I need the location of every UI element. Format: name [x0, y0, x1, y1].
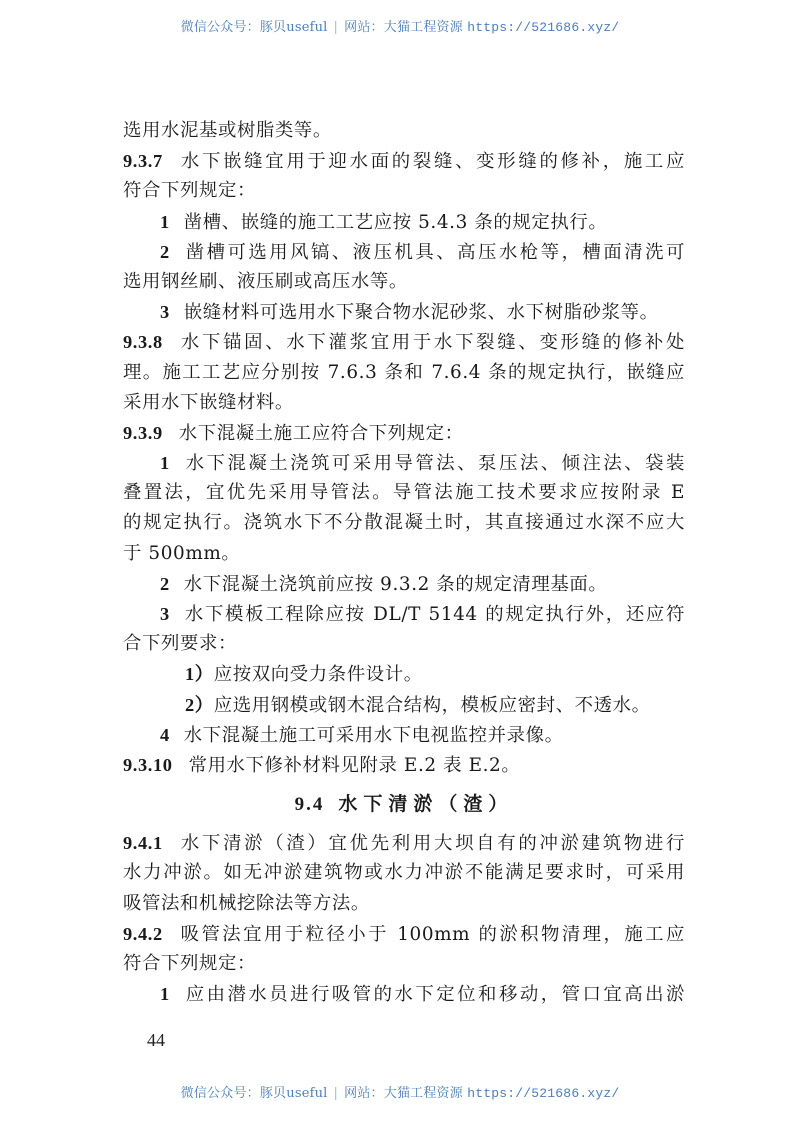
document-body	[123, 116, 685, 1009]
item-text: 水下混凝土施工可采用水下电视监控并录像。	[183, 724, 564, 746]
item-number: 3	[160, 604, 170, 624]
item-9-3-9-2	[123, 569, 685, 599]
item-9-3-7-2	[123, 237, 685, 267]
watermark-site: 网站：大猫工程资源	[344, 1086, 463, 1101]
clause-number: 9.3.7	[123, 151, 163, 172]
clause-9-4-2	[123, 919, 685, 949]
item-number: 4	[160, 724, 170, 745]
clause-text: 水下嵌缝宜用于迎水面的裂缝、变形缝的修补，施工应	[178, 151, 685, 173]
item-9-3-9-1	[123, 448, 685, 478]
item-number: 1	[160, 453, 170, 474]
watermark-wechat: 微信公众号：豚贝useful	[180, 20, 328, 35]
clause-text: 水下清淤（渣）宜优先利用大坝自有的冲淤建筑物进行	[178, 833, 685, 855]
clause-text: 水下混凝土施工应符合下列规定：	[178, 422, 464, 444]
subitem-text: 应选用钢模或钢木混合结构，模板应密封、不透水。	[213, 694, 651, 716]
text-line: 理。施工工艺应分别按 7.6.3 条和 7.6.4 条的规定执行，嵌缝应	[123, 361, 685, 383]
clause-9-3-8	[123, 327, 685, 357]
clause-number: 9.3.10	[123, 754, 173, 775]
text-line: 符合下列规定：	[123, 180, 256, 202]
item-text: 嵌缝材料可选用水下聚合物水泥砂浆、水下树脂砂浆等。	[183, 302, 659, 324]
item-number: 2	[160, 573, 170, 594]
item-9-3-7-3	[123, 297, 685, 327]
clause-9-4-1	[123, 828, 685, 858]
watermark-top	[0, 16, 800, 35]
item-text: 水下混凝土浇筑可采用导管法、泵压法、倾注法、袋装	[183, 453, 685, 475]
watermark-url[interactable]: https://521686.xyz/	[467, 1086, 620, 1101]
watermark-bottom	[0, 1082, 800, 1101]
subitem-number: 1）	[185, 664, 214, 685]
clause-text: 水下锚固、水下灌浆宜用于水下裂缝、变形缝的修补处	[178, 332, 685, 354]
item-number: 1	[160, 984, 170, 1005]
subitem-text: 应按双向受力条件设计。	[213, 664, 423, 686]
clause-number: 9.4.2	[123, 923, 163, 944]
clause-9-3-9	[123, 418, 685, 448]
text-line: 的规定执行。浇筑水下不分散混凝土时，其直接通过水深不应大	[123, 512, 685, 534]
section-number: 9.4	[294, 794, 325, 816]
clause-number: 9.4.1	[123, 833, 163, 854]
item-number: 3	[160, 302, 170, 323]
item-number: 1	[160, 211, 170, 232]
item-text: 水下混凝土浇筑前应按 9.3.2 条的规定清理基面。	[183, 573, 608, 595]
text-line: 叠置法，宜优先采用导管法。导管法施工技术要求应按附录 E	[123, 482, 685, 504]
item-9-3-7-1	[123, 207, 685, 237]
subitem-number: 2）	[185, 694, 214, 715]
watermark-site: 网站：大猫工程资源	[344, 20, 463, 35]
page-number: 44	[147, 1030, 165, 1050]
text-line: 选用钢丝刷、液压刷或高压水等。	[123, 270, 408, 292]
section-heading-9-4	[123, 780, 685, 828]
clause-9-3-10	[123, 750, 685, 780]
item-9-3-9-3	[123, 599, 685, 629]
text-line: 采用水下嵌缝材料。	[123, 391, 294, 413]
subitem-2	[123, 690, 685, 720]
text-line: 吸管法和机械挖除法等方法。	[123, 892, 370, 914]
item-text: 应由潜水员进行吸管的水下定位和移动，管口宜高出淤	[183, 984, 685, 1006]
section-title-text: 水下清淤（渣）	[338, 793, 514, 816]
watermark-wechat: 微信公众号：豚贝useful	[180, 1086, 328, 1101]
item-text: 水下模板工程除应按 DL/T 5144 的规定执行外，还应符	[183, 604, 685, 625]
watermark-separator: |	[333, 20, 339, 35]
text-line: 于 500mm。	[123, 542, 241, 564]
clause-number: 9.3.9	[123, 422, 163, 443]
item-text: 凿槽可选用风镐、液压机具、高压水枪等，槽面清洗可	[183, 241, 685, 263]
text-line: 水力冲淤。如无冲淤建筑物或水力冲淤不能满足要求时，可采用	[123, 862, 685, 884]
subitem-1	[123, 659, 685, 689]
clause-number: 9.3.8	[123, 332, 163, 353]
clause-text: 吸管法宜用于粒径小于 100mm 的淤积物清理，施工应	[178, 923, 685, 945]
item-9-3-9-4	[123, 720, 685, 750]
clause-text: 常用水下修补材料见附录 E.2 表 E.2。	[188, 754, 521, 776]
item-number: 2	[160, 241, 170, 262]
text-line: 选用水泥基或树脂类等。	[123, 120, 332, 141]
item-9-4-2-1	[123, 979, 685, 1009]
text-line: 符合下列规定：	[123, 952, 256, 974]
text-line: 合下列要求：	[123, 633, 237, 655]
item-text: 凿槽、嵌缝的施工工艺应按 5.4.3 条的规定执行。	[183, 211, 608, 233]
watermark-separator: |	[333, 1086, 339, 1101]
watermark-url[interactable]: https://521686.xyz/	[467, 20, 620, 35]
clause-9-3-7	[123, 146, 685, 176]
